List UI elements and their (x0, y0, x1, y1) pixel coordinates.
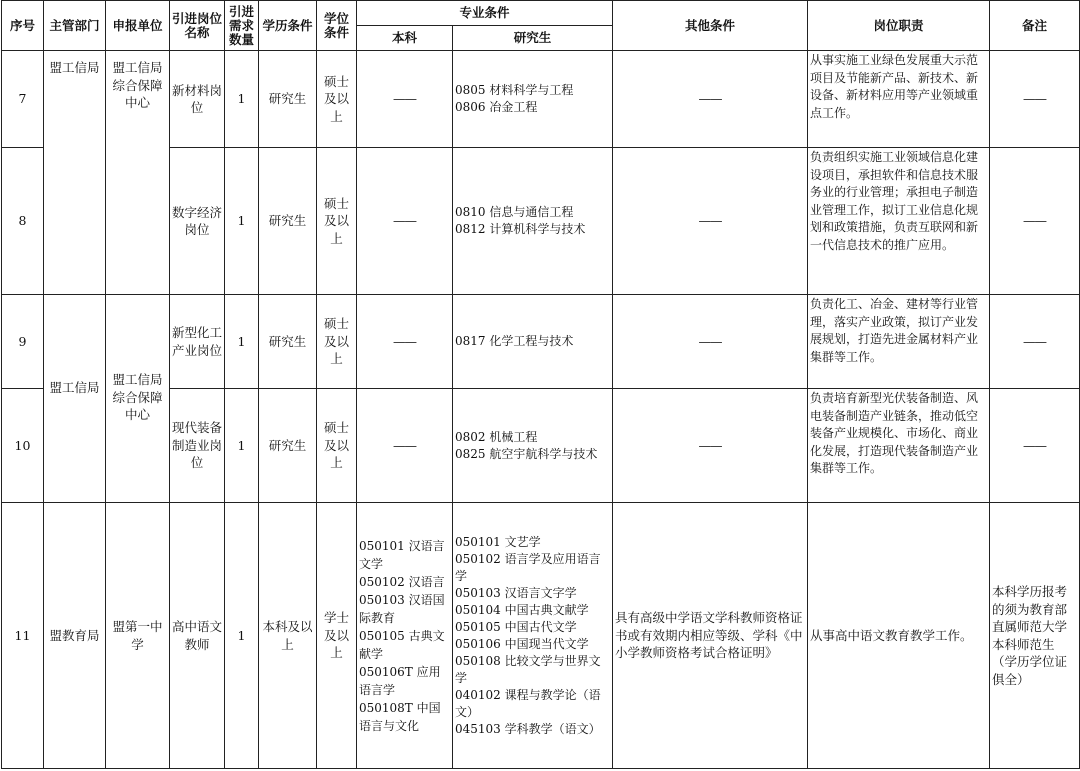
other-cell: —— (613, 148, 808, 295)
edu-cell: 研究生 (259, 389, 317, 503)
graduate-major: 0802 机械工程 (455, 429, 538, 444)
graduate-major: 0805 材料科学与工程 (455, 83, 574, 97)
count-cell: 1 (225, 295, 259, 389)
edu-cell: 研究生 (259, 295, 317, 389)
table-row-11 (2, 503, 1080, 769)
header-other: 其他条件 (613, 1, 808, 51)
unit-cell: 盟工信局综合保障中心 (106, 51, 170, 295)
duty-cell: 负责化工、冶金、建材等行业管理，落实产业政策，拟订产业发展规划，打造先进金属材料产业集群等工作。 (808, 295, 990, 389)
bachelor-cell: —— (357, 389, 453, 503)
graduate-cell (453, 295, 613, 389)
graduate-major: 050106 中国现当代文学 (455, 636, 589, 651)
graduate-cell (453, 389, 613, 503)
graduate-major: 0810 信息与通信工程 (455, 205, 574, 219)
graduate-major: 050103 汉语言文字学 (455, 585, 577, 600)
post-cell: 现代装备制造业岗位 (170, 389, 225, 503)
row-seq: 7 (2, 51, 44, 148)
other-cell: —— (613, 51, 808, 148)
remark-cell: —— (990, 51, 1080, 148)
bachelor-major: 050101 汉语言文学 (359, 538, 445, 571)
graduate-major: 050104 中国古典文献学 (455, 602, 589, 617)
graduate-major: 050101 文艺学 (455, 534, 541, 549)
post-cell: 新型化工产业岗位 (170, 295, 225, 389)
recruitment-table (1, 0, 1080, 769)
other-cell: —— (613, 295, 808, 389)
row-seq: 8 (2, 148, 44, 295)
graduate-major: 0812 计算机科学与技术 (455, 222, 586, 236)
header-dept: 主管部门 (44, 1, 106, 51)
graduate-major: 0825 航空宇航科学与技术 (455, 446, 598, 461)
header-seq: 序号 (2, 1, 44, 51)
bachelor-major: 050106T 应用语言学 (359, 664, 441, 697)
header-major: 专业条件 (357, 1, 613, 26)
degree-cell: 硕士及以上 (317, 389, 357, 503)
row-seq: 11 (2, 503, 44, 769)
header-degree: 学位条件 (317, 1, 357, 51)
graduate-major: 0806 冶金工程 (455, 100, 538, 114)
header-bachelor: 本科 (357, 26, 453, 51)
bachelor-cell: —— (357, 148, 453, 295)
duty-cell: 负责组织实施工业领域信息化建设项目，承担软件和信息技术服务业的行业管理；承担电子制造业管理工作，拟订工业信息化规划和政策措施，负责互联网和新一代信息技术的推广应用。 (808, 148, 990, 295)
count-cell: 1 (225, 51, 259, 148)
row-seq: 10 (2, 389, 44, 503)
bachelor-cell: —— (357, 51, 453, 148)
degree-cell: 学士及以上 (317, 503, 357, 769)
unit-cell: 盟第一中学 (106, 503, 170, 769)
degree-cell: 硕士及以上 (317, 148, 357, 295)
edu-cell: 研究生 (259, 148, 317, 295)
graduate-major: 045103 学科教学（语文） (455, 721, 601, 736)
count-cell: 1 (225, 148, 259, 295)
edu-cell: 研究生 (259, 51, 317, 148)
post-cell: 新材料岗位 (170, 51, 225, 148)
graduate-major: 050102 语言学及应用语言学 (455, 551, 601, 583)
remark-cell: —— (990, 295, 1080, 389)
unit-cell: 盟工信局综合保障中心 (106, 295, 170, 503)
bachelor-major: 050108T 中国语言与文化 (359, 700, 441, 733)
remark-cell: —— (990, 148, 1080, 295)
duty-cell: 从事实施工业绿色发展重大示范项目及节能新产品、新技术、新设备、新材料应用等产业领域重点工作。 (808, 51, 990, 148)
row-seq: 9 (2, 295, 44, 389)
edu-cell: 本科及以上 (259, 503, 317, 769)
header-duty: 岗位职责 (808, 1, 990, 51)
duty-cell: 负责培育新型光伏装备制造、风电装备制造产业链条，推动低空装备产业规模化、市场化、商业化发展，打造现代装备制造产业集群等工作。 (808, 389, 990, 503)
graduate-major: 040102 课程与教学论（语文） (455, 687, 601, 719)
other-cell: —— (613, 389, 808, 503)
remark-cell: 本科学历报考的须为教育部直属师范大学本科师范生（学历学位证俱全） (990, 503, 1080, 769)
dept-cell: 盟工信局 (44, 295, 106, 503)
header-remark: 备注 (990, 1, 1080, 51)
header-unit: 申报单位 (106, 1, 170, 51)
graduate-major: 0817 化学工程与技术 (455, 334, 574, 348)
header-edu: 学历条件 (259, 1, 317, 51)
graduate-major: 050108 比较文学与世界文学 (455, 653, 601, 685)
post-cell: 高中语文教师 (170, 503, 225, 769)
bachelor-major: 050103 汉语国际教育 (359, 592, 445, 625)
remark-cell: —— (990, 389, 1080, 503)
bachelor-major: 050102 汉语言 (359, 574, 445, 589)
bachelor-cell: —— (357, 295, 453, 389)
count-cell: 1 (225, 389, 259, 503)
header-graduate: 研究生 (453, 26, 613, 51)
header-post: 引进岗位名称 (170, 1, 225, 51)
dept-cell: 盟教育局 (44, 503, 106, 769)
graduate-cell (453, 148, 613, 295)
bachelor-major: 050105 古典文献学 (359, 628, 445, 661)
post-cell: 数字经济岗位 (170, 148, 225, 295)
duty-cell: 从事高中语文教育教学工作。 (808, 503, 990, 769)
graduate-cell (453, 51, 613, 148)
dept-cell: 盟工信局 (44, 51, 106, 295)
graduate-cell (453, 503, 613, 769)
count-cell: 1 (225, 503, 259, 769)
other-cell: 具有高级中学语文学科教师资格证书或有效期内相应等级、学科《中小学教师资格考试合格证明》 (613, 503, 808, 769)
degree-cell: 硕士及以上 (317, 295, 357, 389)
header-row-1 (2, 1, 1080, 26)
table-row-9 (2, 295, 1080, 389)
bachelor-cell (357, 503, 453, 769)
degree-cell: 硕士及以上 (317, 51, 357, 148)
table-row-7 (2, 51, 1080, 148)
graduate-major: 050105 中国古代文学 (455, 619, 577, 634)
header-count: 引进需求数量 (225, 1, 259, 51)
